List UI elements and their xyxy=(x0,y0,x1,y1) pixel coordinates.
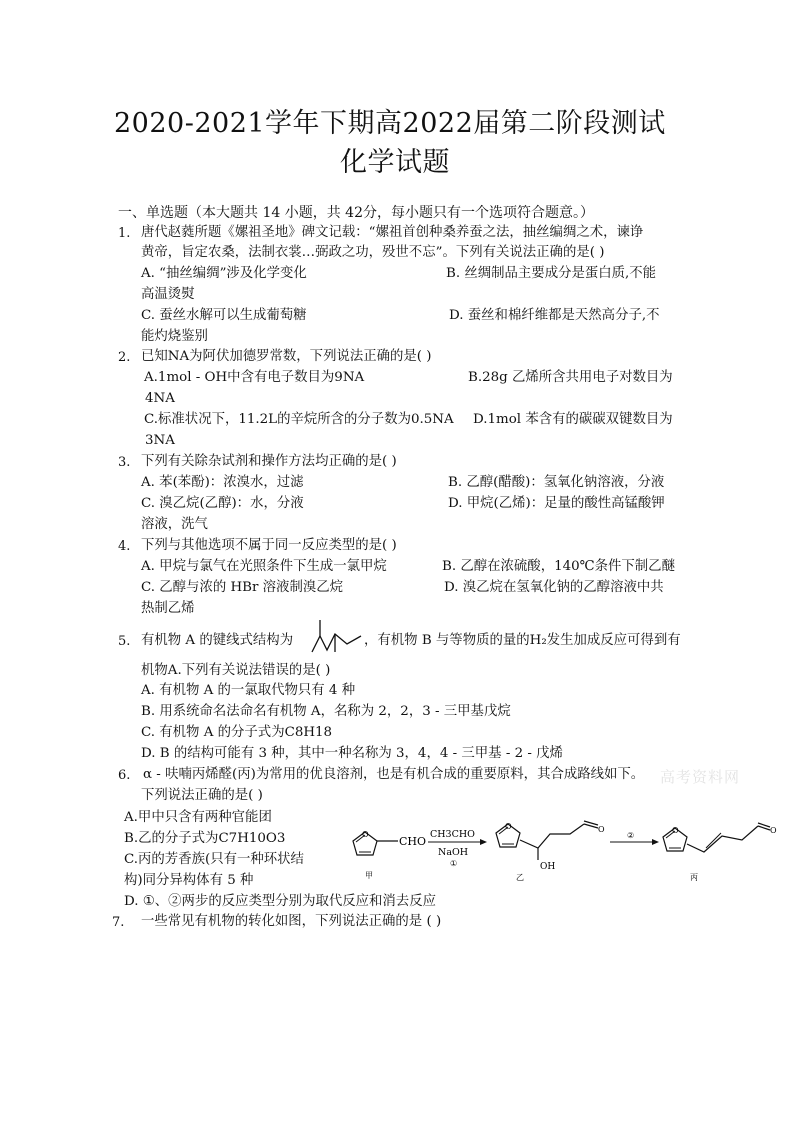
step-2: ② xyxy=(627,831,635,840)
skeletal-formula-a xyxy=(309,618,367,658)
svg-text:O: O xyxy=(598,825,605,834)
option-a: A. 甲烷与氯气在光照条件下生成一氯甲烷 xyxy=(141,559,387,574)
option-a: A. 有机物 A 的一氯取代物只有 4 种 xyxy=(141,683,356,698)
option-b: B. 乙醇(醋酸)：氢氧化钠溶液，分液 xyxy=(448,475,665,490)
label-jia: 甲 xyxy=(365,871,373,880)
question-stem: 有机物 A 的键线式结构为 xyxy=(141,633,294,648)
furan-ring-icon xyxy=(496,822,520,847)
question-stem: 一些常见有机物的转化如图，下列说法正确的是 ( ) xyxy=(141,914,442,929)
question-stem: 机物A.下列有关说法错误的是( ) xyxy=(141,663,331,678)
option-a: A. 苯(苯酚)：浓溴水，过滤 xyxy=(141,475,304,490)
synthesis-scheme xyxy=(340,806,790,886)
option-c: C. 有机物 A 的分子式为C8H18 xyxy=(141,725,333,740)
option-b-cont: 4NA xyxy=(145,391,175,406)
watermark: 高考资料网 xyxy=(660,768,741,786)
question-number: 3. xyxy=(118,455,131,470)
question-stem: 唐代赵蕤所题《嫘祖圣地》碑文记载：“嫘祖首创种桑养蚕之法，抽丝编绸之术，谏诤 xyxy=(141,225,644,240)
option-d: D. B 的结构可能有 3 种，其中一种名称为 3，4，4 - 三甲基 - 2 - 戊烯 xyxy=(141,746,563,761)
option-d-cont: 能灼烧鉴别 xyxy=(141,329,208,344)
option-d-cont: 3NA xyxy=(145,433,175,448)
option-d-cont: 溶液，洗气 xyxy=(141,517,208,532)
option-c: C.丙的芳香族(只有一种环状结 xyxy=(124,852,304,867)
label-bing: 丙 xyxy=(690,873,698,882)
option-d: D. 蚕丝和棉纤维都是天然高分子,不 xyxy=(449,308,660,323)
svg-text:O: O xyxy=(505,822,512,831)
option-b-cont: 高温烫熨 xyxy=(141,287,195,302)
question-stem: 下列与其他选项不属于同一反应类型的是( ) xyxy=(141,538,397,553)
furan-ring-icon xyxy=(663,826,687,851)
label-yi: 乙 xyxy=(516,873,524,882)
step-1: ① xyxy=(450,859,458,868)
question-stem: 已知NA为阿伏加德罗常数，下列说法正确的是( ) xyxy=(141,349,432,364)
question-number: 6. xyxy=(118,768,131,783)
question-number: 4. xyxy=(118,539,131,554)
option-d: D. 甲烷(乙烯)：足量的酸性高锰酸钾 xyxy=(448,496,665,511)
option-c: C. 乙醇与浓的 HBr 溶液制溴乙烷 xyxy=(141,580,344,595)
reagent-bottom: NaOH xyxy=(438,847,469,858)
option-b: B. 乙醇在浓硫酸，140℃条件下制乙醚 xyxy=(442,559,675,574)
page-title: 2020-2021学年下期高2022届第二阶段测试 xyxy=(114,108,666,139)
option-a: A.1mol - OH中含有电子数目为9NA xyxy=(144,370,365,385)
question-number: 7. xyxy=(112,915,125,930)
option-b: B.乙的分子式为C7H10O3 xyxy=(124,831,286,846)
option-a: A.甲中只含有两种官能团 xyxy=(124,810,272,825)
option-b: B. 丝绸制品主要成分是蛋白质,不能 xyxy=(446,266,657,281)
option-a: A. “抽丝编绸”涉及化学变化 xyxy=(141,266,307,281)
option-c: C. 蚕丝水解可以生成葡萄糖 xyxy=(141,308,307,323)
svg-text:O: O xyxy=(672,826,679,835)
section-header: 一、单选题（本大题共 14 小题，共 42分，每小题只有一个选项符合题意。） xyxy=(118,205,594,221)
reagent-top: CH3CHO xyxy=(430,829,475,840)
option-d: D.1mol 苯含有的碳碳双键数目为 xyxy=(473,412,673,427)
oh-group: OH xyxy=(540,862,556,872)
svg-text:O: O xyxy=(770,826,777,835)
question-stem: α - 呋喃丙烯醛(丙)为常用的优良溶剂，也是有机合成的重要原料，其合成路线如下。 xyxy=(143,767,645,782)
cho-group: CHO xyxy=(399,835,427,848)
question-stem: ，有机物 B 与等物质的量的H₂发生加成反应可得到有 xyxy=(364,633,681,648)
svg-text:O: O xyxy=(362,830,369,839)
question-stem: 黄帝，旨定农桑，法制衣裳…弼政之功，殁世不忘”。下列有关说法正确的是( ) xyxy=(141,245,605,260)
option-d: D. ①、②两步的反应类型分别为取代反应和消去反应 xyxy=(124,894,436,909)
option-b: B.28g 乙烯所含共用电子对数目为 xyxy=(468,370,673,385)
question-number: 5. xyxy=(118,634,131,649)
option-d: D. 溴乙烷在氢氧化钠的乙醇溶液中共 xyxy=(444,580,664,595)
option-b: B. 用系统命名法命名有机物 A，名称为 2，2，3 - 三甲基戊烷 xyxy=(141,704,511,719)
page-subtitle: 化学试题 xyxy=(340,147,450,178)
option-d-cont: 热制乙烯 xyxy=(141,601,195,616)
question-stem: 下列说法正确的是( ) xyxy=(141,788,263,803)
option-c: C. 溴乙烷(乙醇)：水，分液 xyxy=(141,496,304,511)
option-c-cont: 构)同分异构体有 5 种 xyxy=(124,873,254,888)
question-stem: 下列有关除杂试剂和操作方法均正确的是( ) xyxy=(141,454,397,469)
option-c: C.标准状况下，11.2L的辛烷所含的分子数为0.5NA xyxy=(144,412,454,427)
question-number: 2. xyxy=(118,350,131,365)
question-number: 1. xyxy=(118,226,131,241)
furan-ring-icon xyxy=(353,830,398,855)
